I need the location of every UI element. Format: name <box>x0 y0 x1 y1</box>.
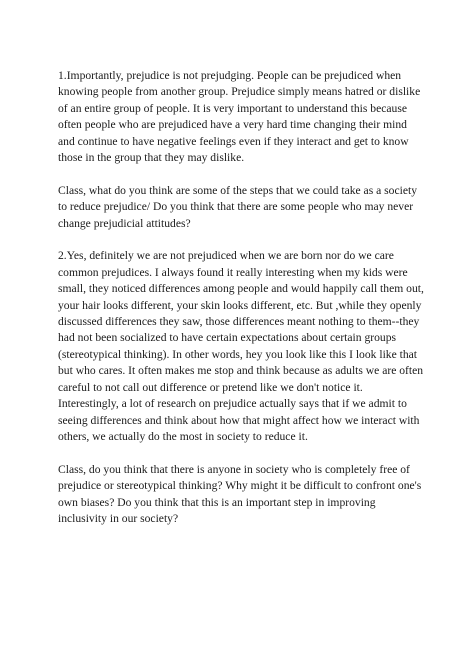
paragraph-3: 2.Yes, definitely we are not prejudiced when we are born nor do we care common prejudices. I always found it really interesting when my kids were small, they noticed differences among people and would happily call them out, your hair looks different, your skin looks different, etc. But ,while they openly discussed differences they saw, those differences meant nothing to them--they had not been socialized to have certain expectations about certain groups (stereotypical thinking). In other words, hey you look like this I look like that but who cares. It often makes me stop and think because as adults we are often careful to not call out difference or pretend like we don't notice it. Interestingly, a lot of research on prejudice actually says that if we admit to seeing differences and think about how that might affect how we interact with others, we actually do the most in society to reduce it. <box>58 249 424 443</box>
document-body <box>58 68 426 544</box>
paragraph-2: Class, what do you think are some of the steps that we could take as a society to reduce prejudice/ Do you think that there are some people who may never change prejudicial attitudes? <box>58 183 417 230</box>
paragraph-4: Class, do you think that there is anyone in society who is completely free of prejudice or stereotypical thinking? Why might it be difficult to confront one's own biases? Do you think that this is an important step in improving inclusivity in our society? <box>58 462 422 525</box>
paragraph-1: 1.Importantly, prejudice is not prejudging. People can be prejudiced when knowing people from another group. Prejudice simply means hatred or dislike of an entire group of people. It is very important to understand this because often people who are prejudiced have a very hard time changing their mind and continue to have negative feelings even if they interact and get to know those in the group that they may dislike. <box>58 69 421 165</box>
